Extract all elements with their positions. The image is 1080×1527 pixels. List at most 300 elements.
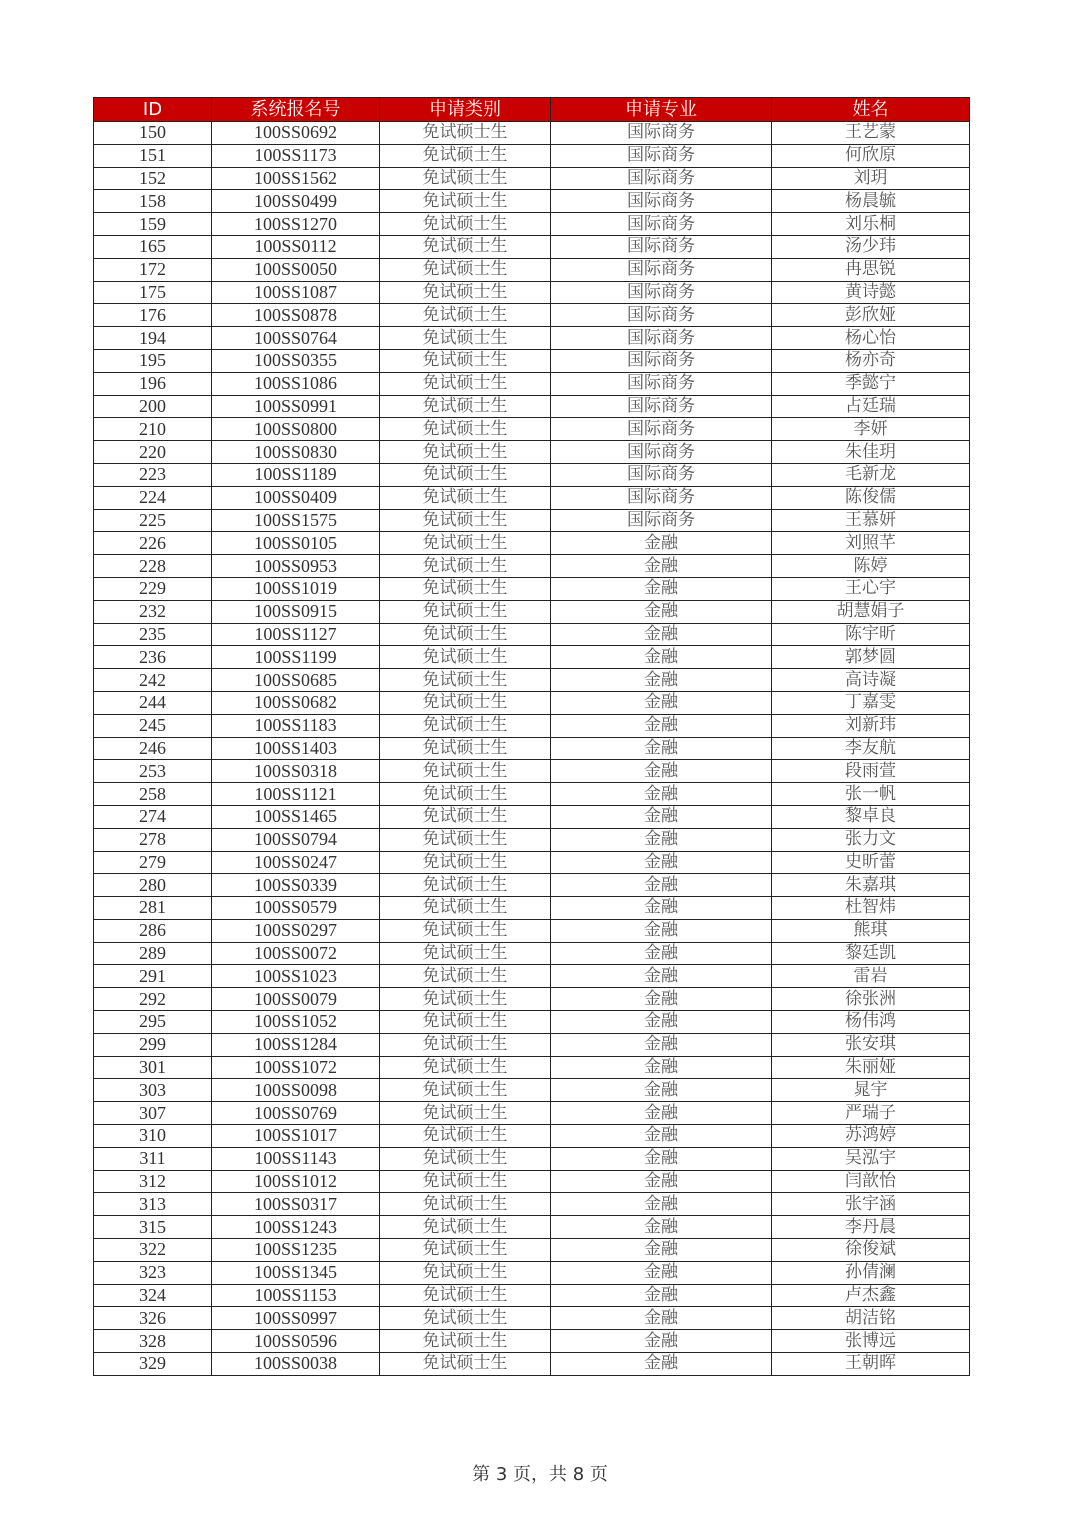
cell-id: 176	[94, 304, 212, 327]
cell-name: 卢杰鑫	[772, 1284, 970, 1307]
cell-registration-number: 100SS1017	[212, 1125, 380, 1148]
cell-major: 金融	[551, 851, 772, 874]
cell-name: 冉思锐	[772, 258, 970, 281]
cell-major: 金融	[551, 1170, 772, 1193]
table-row	[94, 1330, 970, 1353]
cell-id: 220	[94, 441, 212, 464]
cell-major: 国际商务	[551, 304, 772, 327]
cell-name: 杨伟鸿	[772, 1011, 970, 1034]
cell-id: 295	[94, 1011, 212, 1034]
table-row	[94, 942, 970, 965]
table-row	[94, 1079, 970, 1102]
cell-registration-number: 100SS1052	[212, 1011, 380, 1034]
table-row	[94, 1056, 970, 1079]
cell-application-category: 免试硕士生	[380, 1056, 551, 1079]
cell-registration-number: 100SS1243	[212, 1216, 380, 1239]
table-row	[94, 441, 970, 464]
table-row	[94, 167, 970, 190]
cell-id: 223	[94, 463, 212, 486]
cell-application-category: 免试硕士生	[380, 965, 551, 988]
cell-application-category: 免试硕士生	[380, 919, 551, 942]
cell-registration-number: 100SS0318	[212, 760, 380, 783]
cell-application-category: 免试硕士生	[380, 600, 551, 623]
cell-registration-number: 100SS0297	[212, 919, 380, 942]
cell-registration-number: 100SS1235	[212, 1239, 380, 1262]
cell-name: 张一帆	[772, 783, 970, 806]
cell-major: 金融	[551, 874, 772, 897]
cell-application-category: 免试硕士生	[380, 1102, 551, 1125]
cell-major: 金融	[551, 1261, 772, 1284]
cell-application-category: 免试硕士生	[380, 372, 551, 395]
table-row	[94, 600, 970, 623]
cell-registration-number: 100SS0339	[212, 874, 380, 897]
cell-id: 253	[94, 760, 212, 783]
cell-application-category: 免试硕士生	[380, 760, 551, 783]
cell-application-category: 免试硕士生	[380, 1239, 551, 1262]
table-row	[94, 258, 970, 281]
cell-application-category: 免试硕士生	[380, 828, 551, 851]
table-row	[94, 669, 970, 692]
cell-name: 王朝晖	[772, 1353, 970, 1376]
cell-major: 金融	[551, 828, 772, 851]
cell-name: 晁宇	[772, 1079, 970, 1102]
table-row	[94, 1216, 970, 1239]
cell-major: 金融	[551, 1056, 772, 1079]
cell-application-category: 免试硕士生	[380, 486, 551, 509]
cell-major: 金融	[551, 988, 772, 1011]
table-row	[94, 1033, 970, 1056]
cell-major: 国际商务	[551, 418, 772, 441]
cell-registration-number: 100SS1189	[212, 463, 380, 486]
cell-name: 丁嘉雯	[772, 691, 970, 714]
cell-major: 金融	[551, 714, 772, 737]
cell-major: 金融	[551, 600, 772, 623]
cell-name: 刘照芊	[772, 532, 970, 555]
cell-name: 高诗凝	[772, 669, 970, 692]
cell-major: 金融	[551, 897, 772, 920]
cell-id: 175	[94, 281, 212, 304]
column-header-major: 申请专业	[551, 98, 772, 122]
table-row	[94, 395, 970, 418]
table-row	[94, 760, 970, 783]
cell-registration-number: 100SS0596	[212, 1330, 380, 1353]
cell-application-category: 免试硕士生	[380, 646, 551, 669]
cell-id: 324	[94, 1284, 212, 1307]
cell-id: 210	[94, 418, 212, 441]
cell-major: 金融	[551, 805, 772, 828]
cell-major: 金融	[551, 919, 772, 942]
cell-registration-number: 100SS0915	[212, 600, 380, 623]
cell-name: 杨晨毓	[772, 190, 970, 213]
cell-major: 金融	[551, 1284, 772, 1307]
cell-registration-number: 100SS0991	[212, 395, 380, 418]
cell-name: 段雨萱	[772, 760, 970, 783]
table-row	[94, 965, 970, 988]
cell-name: 王艺蒙	[772, 122, 970, 145]
cell-registration-number: 100SS0800	[212, 418, 380, 441]
column-header-name: 姓名	[772, 98, 970, 122]
cell-application-category: 免试硕士生	[380, 509, 551, 532]
table-row	[94, 304, 970, 327]
cell-name: 刘乐桐	[772, 213, 970, 236]
cell-registration-number: 100SS0098	[212, 1079, 380, 1102]
table-row	[94, 281, 970, 304]
cell-name: 彭欣娅	[772, 304, 970, 327]
cell-application-category: 免试硕士生	[380, 1261, 551, 1284]
cell-registration-number: 100SS1345	[212, 1261, 380, 1284]
cell-major: 国际商务	[551, 144, 772, 167]
cell-name: 刘玥	[772, 167, 970, 190]
table-row	[94, 577, 970, 600]
cell-id: 281	[94, 897, 212, 920]
cell-id: 313	[94, 1193, 212, 1216]
cell-application-category: 免试硕士生	[380, 327, 551, 350]
cell-major: 金融	[551, 1330, 772, 1353]
cell-id: 152	[94, 167, 212, 190]
cell-application-category: 免试硕士生	[380, 213, 551, 236]
cell-id: 159	[94, 213, 212, 236]
cell-application-category: 免试硕士生	[380, 235, 551, 258]
cell-id: 245	[94, 714, 212, 737]
cell-application-category: 免试硕士生	[380, 988, 551, 1011]
cell-registration-number: 100SS0764	[212, 327, 380, 350]
cell-name: 占廷瑞	[772, 395, 970, 418]
table-body	[94, 122, 970, 1376]
cell-major: 金融	[551, 1125, 772, 1148]
cell-id: 226	[94, 532, 212, 555]
cell-name: 胡慧娟子	[772, 600, 970, 623]
cell-major: 金融	[551, 532, 772, 555]
cell-application-category: 免试硕士生	[380, 737, 551, 760]
cell-registration-number: 100SS0579	[212, 897, 380, 920]
cell-application-category: 免试硕士生	[380, 851, 551, 874]
table-row	[94, 1193, 970, 1216]
cell-id: 225	[94, 509, 212, 532]
cell-name: 王心宇	[772, 577, 970, 600]
cell-registration-number: 100SS1087	[212, 281, 380, 304]
cell-registration-number: 100SS1284	[212, 1033, 380, 1056]
cell-major: 国际商务	[551, 235, 772, 258]
cell-name: 胡洁铭	[772, 1307, 970, 1330]
table-row	[94, 1102, 970, 1125]
cell-registration-number: 100SS1023	[212, 965, 380, 988]
cell-registration-number: 100SS0247	[212, 851, 380, 874]
cell-registration-number: 100SS1403	[212, 737, 380, 760]
cell-application-category: 免试硕士生	[380, 418, 551, 441]
cell-name: 吴泓宇	[772, 1147, 970, 1170]
table-row	[94, 1147, 970, 1170]
table-row	[94, 851, 970, 874]
table-row	[94, 783, 970, 806]
cell-name: 刘新玮	[772, 714, 970, 737]
cell-name: 李友航	[772, 737, 970, 760]
table-row	[94, 1284, 970, 1307]
cell-registration-number: 100SS1143	[212, 1147, 380, 1170]
cell-id: 278	[94, 828, 212, 851]
cell-major: 国际商务	[551, 349, 772, 372]
cell-application-category: 免试硕士生	[380, 1033, 551, 1056]
cell-application-category: 免试硕士生	[380, 874, 551, 897]
cell-registration-number: 100SS0997	[212, 1307, 380, 1330]
table-row	[94, 1125, 970, 1148]
table-row	[94, 623, 970, 646]
table-row	[94, 988, 970, 1011]
cell-application-category: 免试硕士生	[380, 349, 551, 372]
cell-application-category: 免试硕士生	[380, 167, 551, 190]
cell-id: 329	[94, 1353, 212, 1376]
cell-registration-number: 100SS1199	[212, 646, 380, 669]
cell-application-category: 免试硕士生	[380, 691, 551, 714]
table-row	[94, 235, 970, 258]
cell-id: 224	[94, 486, 212, 509]
cell-id: 258	[94, 783, 212, 806]
cell-application-category: 免试硕士生	[380, 1147, 551, 1170]
cell-registration-number: 100SS0692	[212, 122, 380, 145]
cell-registration-number: 100SS0685	[212, 669, 380, 692]
cell-name: 黎卓良	[772, 805, 970, 828]
column-header-id: ID	[94, 98, 212, 122]
cell-application-category: 免试硕士生	[380, 1353, 551, 1376]
cell-registration-number: 100SS0072	[212, 942, 380, 965]
table-row	[94, 190, 970, 213]
cell-name: 杨亦奇	[772, 349, 970, 372]
cell-registration-number: 100SS1127	[212, 623, 380, 646]
cell-application-category: 免试硕士生	[380, 532, 551, 555]
cell-name: 张安琪	[772, 1033, 970, 1056]
cell-id: 322	[94, 1239, 212, 1262]
cell-id: 310	[94, 1125, 212, 1148]
cell-id: 289	[94, 942, 212, 965]
cell-registration-number: 100SS1072	[212, 1056, 380, 1079]
cell-name: 朱丽娅	[772, 1056, 970, 1079]
cell-name: 张博远	[772, 1330, 970, 1353]
cell-major: 金融	[551, 555, 772, 578]
table-row	[94, 646, 970, 669]
cell-application-category: 免试硕士生	[380, 1011, 551, 1034]
cell-major: 金融	[551, 691, 772, 714]
cell-application-category: 免试硕士生	[380, 281, 551, 304]
cell-application-category: 免试硕士生	[380, 623, 551, 646]
cell-id: 200	[94, 395, 212, 418]
cell-name: 雷岩	[772, 965, 970, 988]
table-row	[94, 897, 970, 920]
cell-registration-number: 100SS1153	[212, 1284, 380, 1307]
cell-major: 国际商务	[551, 190, 772, 213]
cell-application-category: 免试硕士生	[380, 1216, 551, 1239]
table-row	[94, 327, 970, 350]
column-header-application-category: 申请类别	[380, 98, 551, 122]
table-row	[94, 737, 970, 760]
cell-registration-number: 100SS0038	[212, 1353, 380, 1376]
cell-name: 李丹晨	[772, 1216, 970, 1239]
cell-registration-number: 100SS0769	[212, 1102, 380, 1125]
cell-id: 303	[94, 1079, 212, 1102]
cell-major: 金融	[551, 760, 772, 783]
cell-registration-number: 100SS1465	[212, 805, 380, 828]
cell-major: 金融	[551, 1307, 772, 1330]
cell-id: 150	[94, 122, 212, 145]
cell-name: 张力文	[772, 828, 970, 851]
table-row	[94, 122, 970, 145]
cell-major: 金融	[551, 623, 772, 646]
cell-major: 金融	[551, 783, 772, 806]
cell-major: 国际商务	[551, 122, 772, 145]
table-row	[94, 1261, 970, 1284]
table-row	[94, 1239, 970, 1262]
cell-name: 毛新龙	[772, 463, 970, 486]
table-row	[94, 418, 970, 441]
cell-id: 151	[94, 144, 212, 167]
cell-application-category: 免试硕士生	[380, 897, 551, 920]
table-row	[94, 1170, 970, 1193]
cell-major: 金融	[551, 646, 772, 669]
cell-id: 244	[94, 691, 212, 714]
cell-application-category: 免试硕士生	[380, 1079, 551, 1102]
table-row	[94, 372, 970, 395]
cell-name: 何欣原	[772, 144, 970, 167]
cell-major: 国际商务	[551, 395, 772, 418]
cell-id: 315	[94, 1216, 212, 1239]
table-row	[94, 349, 970, 372]
cell-name: 黎廷凯	[772, 942, 970, 965]
cell-name: 朱嘉琪	[772, 874, 970, 897]
cell-id: 228	[94, 555, 212, 578]
cell-application-category: 免试硕士生	[380, 577, 551, 600]
cell-registration-number: 100SS1575	[212, 509, 380, 532]
cell-id: 299	[94, 1033, 212, 1056]
cell-major: 国际商务	[551, 463, 772, 486]
admission-table	[93, 97, 970, 1376]
cell-id: 229	[94, 577, 212, 600]
cell-registration-number: 100SS0112	[212, 235, 380, 258]
cell-registration-number: 100SS1183	[212, 714, 380, 737]
table-row	[94, 828, 970, 851]
table-header-row	[94, 98, 970, 122]
cell-name: 陈宇昕	[772, 623, 970, 646]
cell-registration-number: 100SS0409	[212, 486, 380, 509]
cell-registration-number: 100SS0794	[212, 828, 380, 851]
cell-application-category: 免试硕士生	[380, 1330, 551, 1353]
cell-major: 国际商务	[551, 509, 772, 532]
cell-name: 孙倩澜	[772, 1261, 970, 1284]
cell-id: 307	[94, 1102, 212, 1125]
cell-application-category: 免试硕士生	[380, 555, 551, 578]
cell-id: 235	[94, 623, 212, 646]
cell-major: 金融	[551, 1239, 772, 1262]
cell-major: 国际商务	[551, 258, 772, 281]
cell-application-category: 免试硕士生	[380, 669, 551, 692]
cell-id: 312	[94, 1170, 212, 1193]
cell-registration-number: 100SS1270	[212, 213, 380, 236]
cell-registration-number: 100SS1019	[212, 577, 380, 600]
table-row	[94, 486, 970, 509]
cell-id: 165	[94, 235, 212, 258]
cell-registration-number: 100SS0499	[212, 190, 380, 213]
cell-registration-number: 100SS1562	[212, 167, 380, 190]
cell-registration-number: 100SS0878	[212, 304, 380, 327]
cell-id: 274	[94, 805, 212, 828]
cell-id: 326	[94, 1307, 212, 1330]
cell-registration-number: 100SS0953	[212, 555, 380, 578]
cell-name: 苏鸿婷	[772, 1125, 970, 1148]
cell-major: 国际商务	[551, 281, 772, 304]
table-row	[94, 555, 970, 578]
table-row	[94, 874, 970, 897]
cell-application-category: 免试硕士生	[380, 783, 551, 806]
cell-application-category: 免试硕士生	[380, 463, 551, 486]
cell-major: 金融	[551, 1079, 772, 1102]
cell-major: 金融	[551, 669, 772, 692]
cell-major: 金融	[551, 1033, 772, 1056]
cell-major: 金融	[551, 1102, 772, 1125]
cell-major: 金融	[551, 942, 772, 965]
cell-name: 徐张洲	[772, 988, 970, 1011]
cell-name: 郭梦圆	[772, 646, 970, 669]
cell-major: 金融	[551, 1353, 772, 1376]
cell-registration-number: 100SS1086	[212, 372, 380, 395]
table-row	[94, 213, 970, 236]
cell-application-category: 免试硕士生	[380, 144, 551, 167]
table-row	[94, 463, 970, 486]
cell-application-category: 免试硕士生	[380, 1125, 551, 1148]
cell-registration-number: 100SS0317	[212, 1193, 380, 1216]
table-row	[94, 1353, 970, 1376]
cell-name: 汤少玮	[772, 235, 970, 258]
admission-list-sheet	[93, 97, 969, 1376]
cell-registration-number: 100SS0050	[212, 258, 380, 281]
cell-name: 陈婷	[772, 555, 970, 578]
cell-id: 232	[94, 600, 212, 623]
cell-name: 杨心怡	[772, 327, 970, 350]
cell-application-category: 免试硕士生	[380, 805, 551, 828]
cell-major: 金融	[551, 1193, 772, 1216]
table-row	[94, 1307, 970, 1330]
cell-name: 史昕蕾	[772, 851, 970, 874]
cell-application-category: 免试硕士生	[380, 258, 551, 281]
table-row	[94, 144, 970, 167]
cell-id: 311	[94, 1147, 212, 1170]
cell-name: 陈俊儒	[772, 486, 970, 509]
cell-name: 杜智炜	[772, 897, 970, 920]
cell-registration-number: 100SS0682	[212, 691, 380, 714]
page-number-footer: 第 3 页，共 8 页	[472, 1464, 608, 1485]
cell-major: 国际商务	[551, 372, 772, 395]
table-row	[94, 714, 970, 737]
table-row	[94, 1011, 970, 1034]
cell-major: 金融	[551, 1216, 772, 1239]
cell-application-category: 免试硕士生	[380, 122, 551, 145]
cell-id: 246	[94, 737, 212, 760]
cell-major: 国际商务	[551, 486, 772, 509]
cell-application-category: 免试硕士生	[380, 1193, 551, 1216]
cell-registration-number: 100SS0830	[212, 441, 380, 464]
cell-id: 323	[94, 1261, 212, 1284]
table-row	[94, 805, 970, 828]
cell-name: 张宇涵	[772, 1193, 970, 1216]
table-row	[94, 919, 970, 942]
cell-id: 196	[94, 372, 212, 395]
cell-id: 286	[94, 919, 212, 942]
cell-id: 195	[94, 349, 212, 372]
cell-name: 李妍	[772, 418, 970, 441]
cell-major: 金融	[551, 1011, 772, 1034]
cell-application-category: 免试硕士生	[380, 441, 551, 464]
table-row	[94, 532, 970, 555]
cell-application-category: 免试硕士生	[380, 1284, 551, 1307]
cell-registration-number: 100SS1012	[212, 1170, 380, 1193]
cell-name: 徐俊斌	[772, 1239, 970, 1262]
cell-major: 国际商务	[551, 327, 772, 350]
